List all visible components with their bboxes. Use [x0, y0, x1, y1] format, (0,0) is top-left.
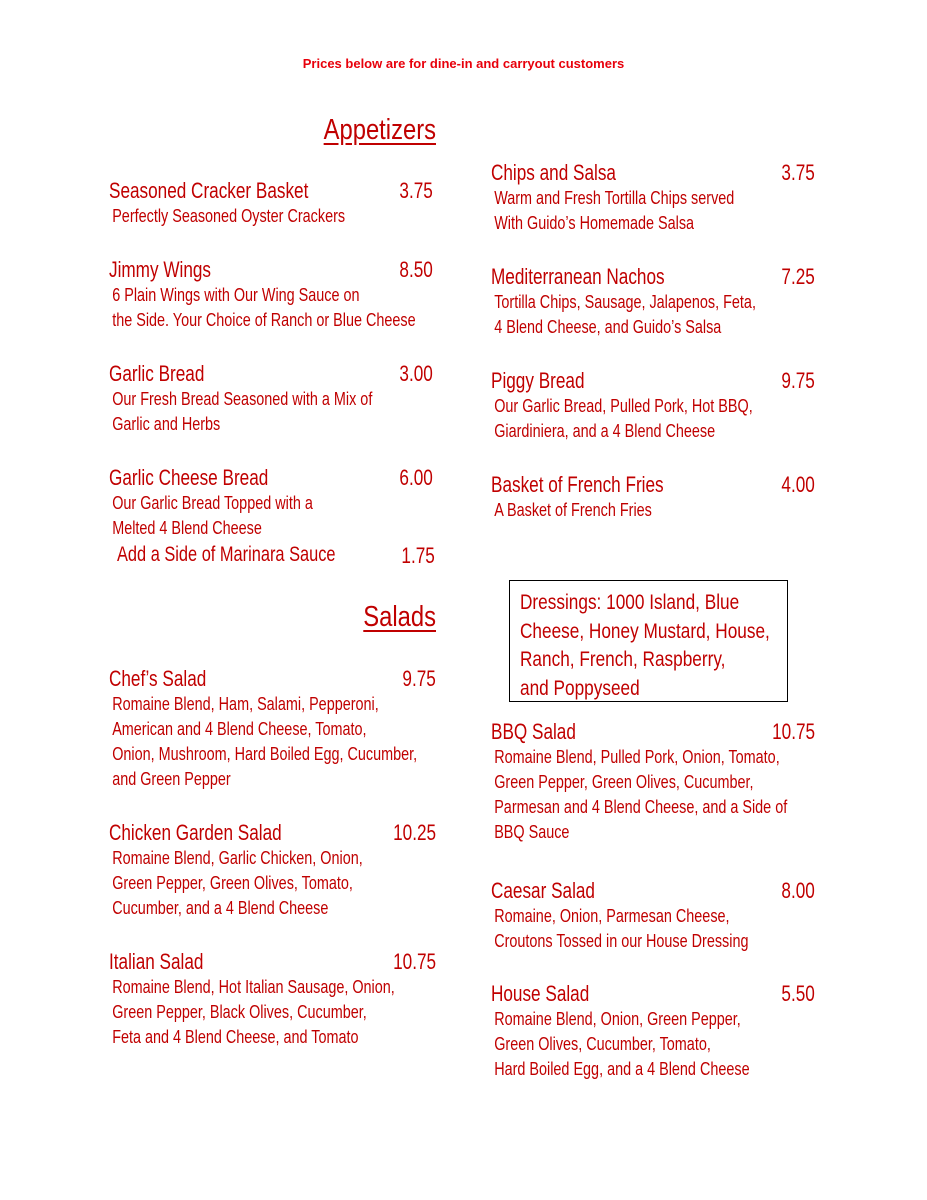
description-line: Green Olives, Cucumber, Tomato,: [494, 1034, 711, 1054]
menu-item-description: [491, 186, 750, 236]
menu-item-price: 9.75: [781, 368, 815, 393]
description-line: Perfectly Seasoned Oyster Crackers: [112, 206, 346, 226]
menu-item: [491, 719, 815, 845]
menu-item-price: 9.75: [402, 666, 436, 691]
menu-item-name: Jimmy Wings: [109, 257, 212, 282]
description-line: Romaine Blend, Garlic Chicken, Onion,: [112, 848, 363, 868]
menu-item: [109, 949, 436, 1050]
menu-item-price: 3.75: [781, 160, 815, 185]
menu-item: [109, 465, 433, 571]
menu-item-description: [491, 745, 788, 845]
description-line: Garlic and Herbs: [112, 414, 221, 434]
description-line: 4 Blend Cheese, and Guido’s Salsa: [494, 317, 722, 337]
description-line: and Green Pepper: [112, 769, 231, 789]
menu-item-name: House Salad: [491, 981, 590, 1006]
menu-item: [491, 981, 815, 1082]
menu-item-price: 8.00: [781, 878, 815, 903]
description-line: Parmesan and 4 Blend Cheese, and a Side of: [494, 797, 788, 817]
menu-item: [109, 820, 436, 921]
description-line: Romaine Blend, Onion, Green Pepper,: [494, 1009, 741, 1029]
description-line: Romaine Blend, Pulled Pork, Onion, Tomato,: [494, 747, 780, 767]
menu-item-description: [109, 283, 416, 333]
pricing-notice: Prices below are for dine-in and carryout customers: [302, 56, 625, 71]
menu-item-description: [491, 498, 750, 523]
description-line: Croutons Tossed in our House Dressing: [494, 931, 749, 951]
menu-item-name: BBQ Salad: [491, 719, 576, 744]
menu-item: [491, 264, 815, 340]
menu-item: [491, 160, 815, 236]
description-line: Tortilla Chips, Sausage, Jalapenos, Feta,: [494, 292, 756, 312]
menu-item-description: [491, 290, 756, 340]
menu-item-name: Mediterranean Nachos: [491, 264, 665, 289]
menu-item-name: Chips and Salsa: [491, 160, 616, 185]
description-line: Romaine, Onion, Parmesan Cheese,: [494, 906, 730, 926]
menu-item-price: 4.00: [781, 472, 815, 497]
description-line: Hard Boiled Egg, and a 4 Blend Cheese: [494, 1059, 750, 1079]
salads-heading: Salads: [363, 601, 436, 633]
menu-item-price: 10.75: [393, 949, 436, 974]
description-line: Our Garlic Bread, Pulled Pork, Hot BBQ,: [494, 396, 753, 416]
description-line: BBQ Sauce: [494, 822, 570, 842]
menu-item-name: Garlic Cheese Bread: [109, 465, 269, 490]
description-line: Feta and 4 Blend Cheese, and Tomato: [112, 1027, 359, 1047]
menu-item: [109, 178, 433, 229]
menu-item-description: [109, 975, 395, 1050]
menu-item: [109, 257, 433, 333]
dressings-line: Dressings: 1000 Island, Blue: [520, 591, 740, 614]
menu-item-name: Piggy Bread: [491, 368, 585, 393]
menu-item-name: Chef’s Salad: [109, 666, 207, 691]
menu-item: [491, 472, 815, 523]
menu-item-price: 6.00: [399, 465, 433, 490]
menu-item-description: [109, 491, 368, 541]
description-line: Green Pepper, Green Olives, Cucumber,: [494, 772, 754, 792]
description-line: Romaine Blend, Ham, Salami, Pepperoni,: [112, 694, 379, 714]
description-line: Melted 4 Blend Cheese: [112, 518, 262, 538]
description-line: Warm and Fresh Tortilla Chips served: [494, 188, 735, 208]
addon-price: 1.75: [401, 543, 435, 568]
dressings-line: and Poppyseed: [520, 676, 640, 700]
menu-item-name: Italian Salad: [109, 949, 204, 974]
menu-item-name: Basket of French Fries: [491, 472, 664, 497]
menu-item-price: 3.00: [399, 361, 433, 386]
description-line: 6 Plain Wings with Our Wing Sauce on: [112, 285, 360, 305]
menu-item-price: 7.25: [781, 264, 815, 289]
menu-item: [109, 666, 436, 792]
description-line: Onion, Mushroom, Hard Boiled Egg, Cucumber,: [112, 744, 418, 764]
menu-item-price: 5.50: [781, 981, 815, 1006]
menu-item-description: [491, 904, 750, 954]
menu-item: [491, 878, 815, 954]
menu-item-description: [109, 692, 418, 792]
appetizers-heading: Appetizers: [323, 114, 436, 146]
menu-item-name: Chicken Garden Salad: [109, 820, 282, 845]
description-line: Our Garlic Bread Topped with a: [112, 493, 313, 513]
menu-item-description: [491, 394, 753, 444]
menu-item: [109, 361, 433, 437]
menu-item: [491, 368, 815, 444]
description-line: Green Pepper, Green Olives, Tomato,: [112, 873, 353, 893]
menu-item-description: [109, 204, 368, 229]
addon-name: Add a Side of Marinara Sauce: [117, 543, 336, 566]
menu-item-name: Seasoned Cracker Basket: [109, 178, 309, 203]
dressings-line: Cheese, Honey Mustard, House,: [520, 619, 770, 643]
description-line: Romaine Blend, Hot Italian Sausage, Onion,: [112, 977, 395, 997]
description-line: Cucumber, and a 4 Blend Cheese: [112, 898, 329, 918]
dressings-line: Ranch, French, Raspberry,: [520, 648, 726, 671]
dressings-box: [509, 580, 788, 702]
menu-item-price: 8.50: [399, 257, 433, 282]
menu-item-price: 10.75: [772, 719, 815, 744]
menu-item-price: 3.75: [399, 178, 433, 203]
menu-item-name: Caesar Salad: [491, 878, 595, 903]
menu-item-description: [109, 387, 373, 437]
description-line: Our Fresh Bread Seasoned with a Mix of: [112, 389, 373, 409]
description-line: With Guido’s Homemade Salsa: [494, 213, 695, 233]
description-line: the Side. Your Choice of Ranch or Blue Cheese: [112, 310, 416, 330]
dressings-text: [520, 589, 770, 703]
description-line: Green Pepper, Black Olives, Cucumber,: [112, 1002, 367, 1022]
menu-item-price: 10.25: [393, 820, 436, 845]
menu-item-description: [491, 1007, 750, 1082]
description-line: American and 4 Blend Cheese, Tomato,: [112, 719, 367, 739]
description-line: Giardiniera, and a 4 Blend Cheese: [494, 421, 716, 441]
menu-item-description: [109, 846, 371, 921]
description-line: A Basket of French Fries: [494, 500, 652, 520]
menu-item-name: Garlic Bread: [109, 361, 205, 386]
